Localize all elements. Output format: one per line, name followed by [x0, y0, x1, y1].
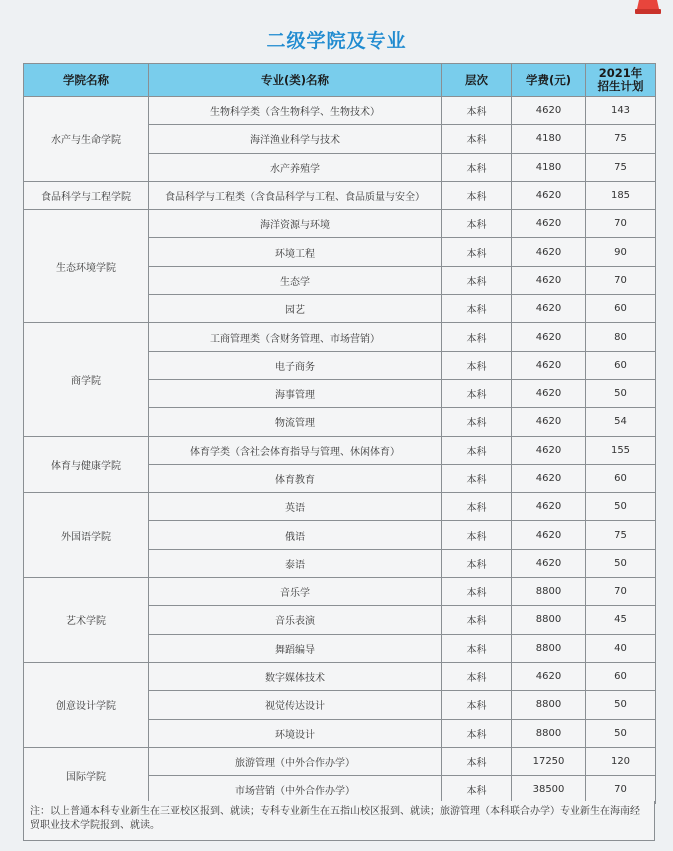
tuition-cell: 4180	[512, 125, 586, 153]
plan-cell: 50	[586, 493, 656, 521]
level-cell: 本科	[442, 464, 512, 492]
major-name-cell: 海洋渔业科学与技术	[149, 125, 442, 153]
level-cell: 本科	[442, 549, 512, 577]
plan-cell: 40	[586, 634, 656, 662]
tuition-cell: 8800	[512, 606, 586, 634]
major-name-cell: 数字媒体技术	[149, 662, 442, 690]
tuition-cell: 4620	[512, 181, 586, 209]
college-name-cell: 体育与健康学院	[24, 436, 149, 493]
tuition-cell: 4180	[512, 153, 586, 181]
plan-cell: 60	[586, 662, 656, 690]
plan-cell: 75	[586, 125, 656, 153]
header-plan	[586, 64, 656, 97]
tuition-cell: 4620	[512, 295, 586, 323]
plan-cell: 75	[586, 153, 656, 181]
traffic-cone-icon	[635, 0, 661, 14]
major-name-cell: 音乐学	[149, 578, 442, 606]
majors-table	[23, 63, 656, 804]
header-level: 层次	[442, 64, 512, 97]
tuition-cell: 4620	[512, 97, 586, 125]
header-plan-year: 2021年	[598, 66, 643, 80]
level-cell: 本科	[442, 719, 512, 747]
tuition-cell: 17250	[512, 747, 586, 775]
level-cell: 本科	[442, 578, 512, 606]
level-cell: 本科	[442, 295, 512, 323]
major-name-cell: 音乐表演	[149, 606, 442, 634]
tuition-cell: 4620	[512, 662, 586, 690]
college-name-cell: 国际学院	[24, 747, 149, 804]
college-name-cell: 水产与生命学院	[24, 97, 149, 182]
major-name-cell: 俄语	[149, 521, 442, 549]
plan-cell: 60	[586, 295, 656, 323]
table-row	[24, 323, 656, 351]
table-header-row	[24, 64, 656, 97]
major-name-cell: 海事管理	[149, 379, 442, 407]
table-body	[24, 97, 656, 804]
tuition-cell: 4620	[512, 238, 586, 266]
level-cell: 本科	[442, 153, 512, 181]
college-name-cell: 生态环境学院	[24, 210, 149, 323]
major-name-cell: 视觉传达设计	[149, 691, 442, 719]
table-row	[24, 747, 656, 775]
header-college: 学院名称	[24, 64, 149, 97]
tuition-cell: 8800	[512, 691, 586, 719]
tuition-cell: 4620	[512, 464, 586, 492]
level-cell: 本科	[442, 634, 512, 662]
college-name-cell: 艺术学院	[24, 578, 149, 663]
tuition-cell: 4620	[512, 521, 586, 549]
major-name-cell: 体育学类（含社会体育指导与管理、休闲体育）	[149, 436, 442, 464]
tuition-cell: 8800	[512, 719, 586, 747]
level-cell: 本科	[442, 210, 512, 238]
plan-cell: 75	[586, 521, 656, 549]
plan-cell: 50	[586, 719, 656, 747]
major-name-cell: 英语	[149, 493, 442, 521]
major-name-cell: 电子商务	[149, 351, 442, 379]
level-cell: 本科	[442, 776, 512, 804]
plan-cell: 60	[586, 351, 656, 379]
table-row	[24, 210, 656, 238]
plan-cell: 70	[586, 776, 656, 804]
table-row	[24, 662, 656, 690]
tuition-cell: 4620	[512, 351, 586, 379]
tuition-cell: 4620	[512, 266, 586, 294]
level-cell: 本科	[442, 408, 512, 436]
tuition-cell: 38500	[512, 776, 586, 804]
major-name-cell: 环境设计	[149, 719, 442, 747]
college-name-cell: 食品科学与工程学院	[24, 181, 149, 209]
level-cell: 本科	[442, 125, 512, 153]
tuition-cell: 8800	[512, 634, 586, 662]
tuition-cell: 4620	[512, 323, 586, 351]
level-cell: 本科	[442, 97, 512, 125]
major-name-cell: 体育教育	[149, 464, 442, 492]
tuition-cell: 4620	[512, 210, 586, 238]
plan-cell: 143	[586, 97, 656, 125]
table-row	[24, 578, 656, 606]
level-cell: 本科	[442, 606, 512, 634]
header-tuition: 学费(元)	[512, 64, 586, 97]
major-name-cell: 旅游管理（中外合作办学）	[149, 747, 442, 775]
major-name-cell: 舞蹈编导	[149, 634, 442, 662]
plan-cell: 120	[586, 747, 656, 775]
major-name-cell: 市场营销（中外合作办学）	[149, 776, 442, 804]
college-name-cell: 创意设计学院	[24, 662, 149, 747]
header-major: 专业(类)名称	[149, 64, 442, 97]
major-name-cell: 泰语	[149, 549, 442, 577]
plan-cell: 80	[586, 323, 656, 351]
plan-cell: 155	[586, 436, 656, 464]
level-cell: 本科	[442, 436, 512, 464]
plan-cell: 50	[586, 549, 656, 577]
level-cell: 本科	[442, 493, 512, 521]
plan-cell: 185	[586, 181, 656, 209]
plan-cell: 90	[586, 238, 656, 266]
plan-cell: 70	[586, 210, 656, 238]
plan-cell: 54	[586, 408, 656, 436]
tuition-cell: 8800	[512, 578, 586, 606]
level-cell: 本科	[442, 662, 512, 690]
plan-cell: 60	[586, 464, 656, 492]
tuition-cell: 4620	[512, 549, 586, 577]
plan-cell: 70	[586, 578, 656, 606]
level-cell: 本科	[442, 747, 512, 775]
college-name-cell: 商学院	[24, 323, 149, 436]
major-name-cell: 物流管理	[149, 408, 442, 436]
major-name-cell: 生态学	[149, 266, 442, 294]
footnote: 注：以上普通本科专业新生在三亚校区报到、就读；专科专业新生在五指山校区报到、就读；旅游管理（本科联合办学）专业新生在海南经贸职业技术学院报到、就读。	[23, 801, 655, 841]
plan-cell: 50	[586, 691, 656, 719]
level-cell: 本科	[442, 181, 512, 209]
plan-cell: 70	[586, 266, 656, 294]
table-row	[24, 493, 656, 521]
table-row	[24, 436, 656, 464]
level-cell: 本科	[442, 521, 512, 549]
table-row	[24, 181, 656, 209]
header-plan-label: 招生计划	[597, 79, 644, 93]
plan-cell: 45	[586, 606, 656, 634]
level-cell: 本科	[442, 351, 512, 379]
level-cell: 本科	[442, 238, 512, 266]
major-name-cell: 园艺	[149, 295, 442, 323]
tuition-cell: 4620	[512, 379, 586, 407]
level-cell: 本科	[442, 379, 512, 407]
major-name-cell: 生物科学类（含生物科学、生物技术）	[149, 97, 442, 125]
major-name-cell: 环境工程	[149, 238, 442, 266]
page-title: 二级学院及专业	[266, 30, 407, 52]
major-name-cell: 海洋资源与环境	[149, 210, 442, 238]
major-name-cell: 水产养殖学	[149, 153, 442, 181]
major-name-cell: 工商管理类（含财务管理、市场营销）	[149, 323, 442, 351]
major-name-cell: 食品科学与工程类（含食品科学与工程、食品质量与安全）	[149, 181, 442, 209]
level-cell: 本科	[442, 691, 512, 719]
plan-cell: 50	[586, 379, 656, 407]
tuition-cell: 4620	[512, 436, 586, 464]
level-cell: 本科	[442, 266, 512, 294]
tuition-cell: 4620	[512, 408, 586, 436]
college-name-cell: 外国语学院	[24, 493, 149, 578]
level-cell: 本科	[442, 323, 512, 351]
table-row	[24, 97, 656, 125]
tuition-cell: 4620	[512, 493, 586, 521]
